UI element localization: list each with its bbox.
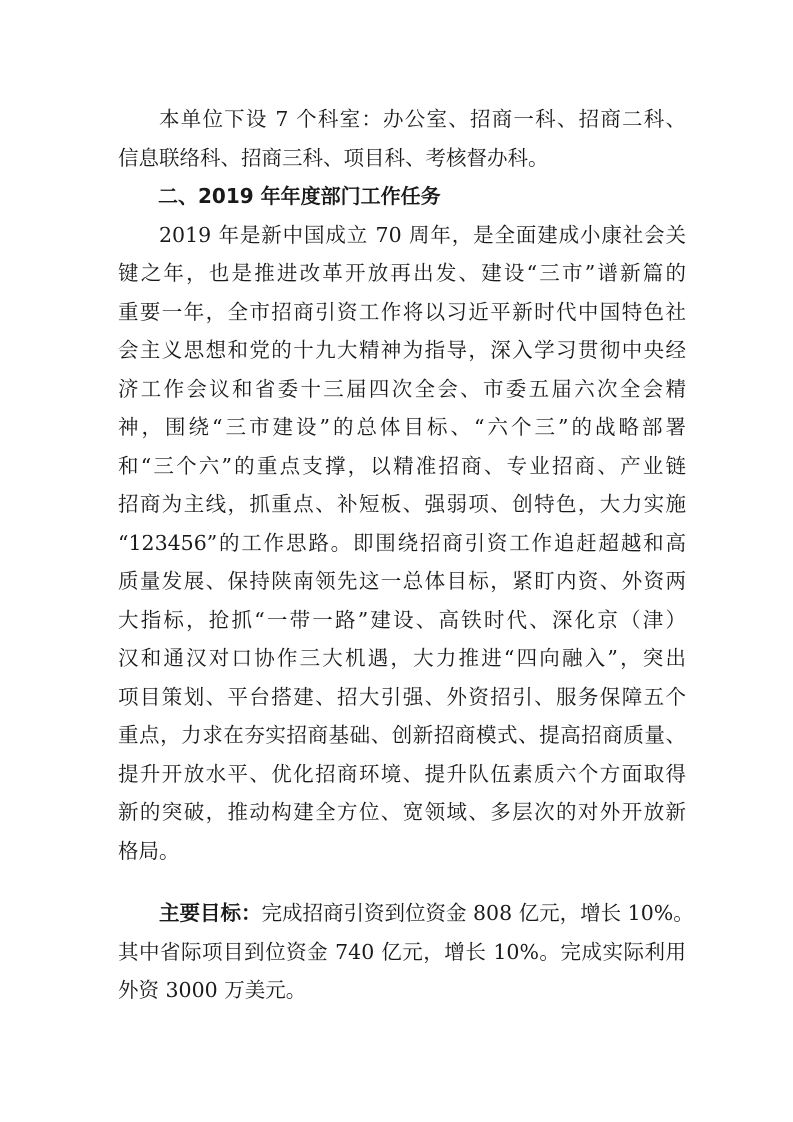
paragraph-line: 项目策划、平台搭建、招大引强、外资招引、服务保障五个 <box>118 684 686 709</box>
paragraph-line: “123456”的工作思路。即围绕招商引资工作追赶超越和高 <box>118 530 686 555</box>
paragraph-line: 大指标，抢抓“一带一路”建设、高铁时代、深化京（津） <box>118 607 686 632</box>
goals-line <box>118 894 694 933</box>
paragraph-line: 神，围绕“三市建设”的总体目标、“六个三”的战略部署 <box>118 415 686 439</box>
paragraph-line: 会主义思想和党的十九大精神为指导，深入学习贯彻中央经 <box>118 338 686 362</box>
goals-label: 主要目标： <box>159 901 262 925</box>
section-heading: 二、2019 年年度部门工作任务 <box>158 184 441 208</box>
paragraph-line: 汉和通汉对口协作三大机遇，大力推进“四向融入”，突出 <box>118 646 686 670</box>
paragraph-line: 提升开放水平、优化招商环境、提升队伍素质六个方面取得 <box>118 761 686 786</box>
paragraph-line: 键之年，也是推进改革开放再出发、建设“三市”谱新篇的 <box>118 261 686 285</box>
document-text <box>118 100 694 1010</box>
paragraph-line: 招商为主线，抓重点、补短板、强弱项、创特色，大力实施 <box>118 492 686 516</box>
paragraph-line: 外资 3000 万美元。 <box>118 978 307 1002</box>
paragraph-line: 重点，力求在夯实招商基础、创新招商模式、提高招商质量、 <box>118 723 686 747</box>
paragraph-line: 重要一年，全市招商引资工作将以习近平新时代中国特色社 <box>118 299 686 324</box>
paragraph-line: 新的突破，推动构建全方位、宽领域、多层次的对外开放新 <box>118 800 686 824</box>
paragraph-line: 济工作会议和省委十三届四次全会、市委五届六次全会精 <box>118 376 686 401</box>
paragraph-line: 和“三个六”的重点支撑，以精准招商、专业招商、产业链 <box>118 453 686 478</box>
paragraph-line: 2019 年是新中国成立 70 周年，是全面建成小康社会关 <box>159 222 686 247</box>
paragraph-line: 其中省际项目到位资金 740 亿元，增长 10%。完成实际利用 <box>118 939 686 964</box>
body-paragraph <box>118 216 686 871</box>
paragraph-line: 质量发展、保持陕南领先这一总体目标，紧盯内资、外资两 <box>118 569 686 593</box>
paragraph-line: 本单位下设 7 个科室：办公室、招商一科、招商二科、 <box>159 107 686 131</box>
paragraph-line: 格局。 <box>118 838 180 863</box>
intro-paragraph <box>118 100 686 177</box>
goals-paragraph <box>118 894 694 1010</box>
paragraph-line: 信息联络科、招商三科、项目科、考核督办科。 <box>118 145 549 170</box>
goals-text: 完成招商引资到位资金 808 亿元，增长 10%。 <box>261 901 694 925</box>
